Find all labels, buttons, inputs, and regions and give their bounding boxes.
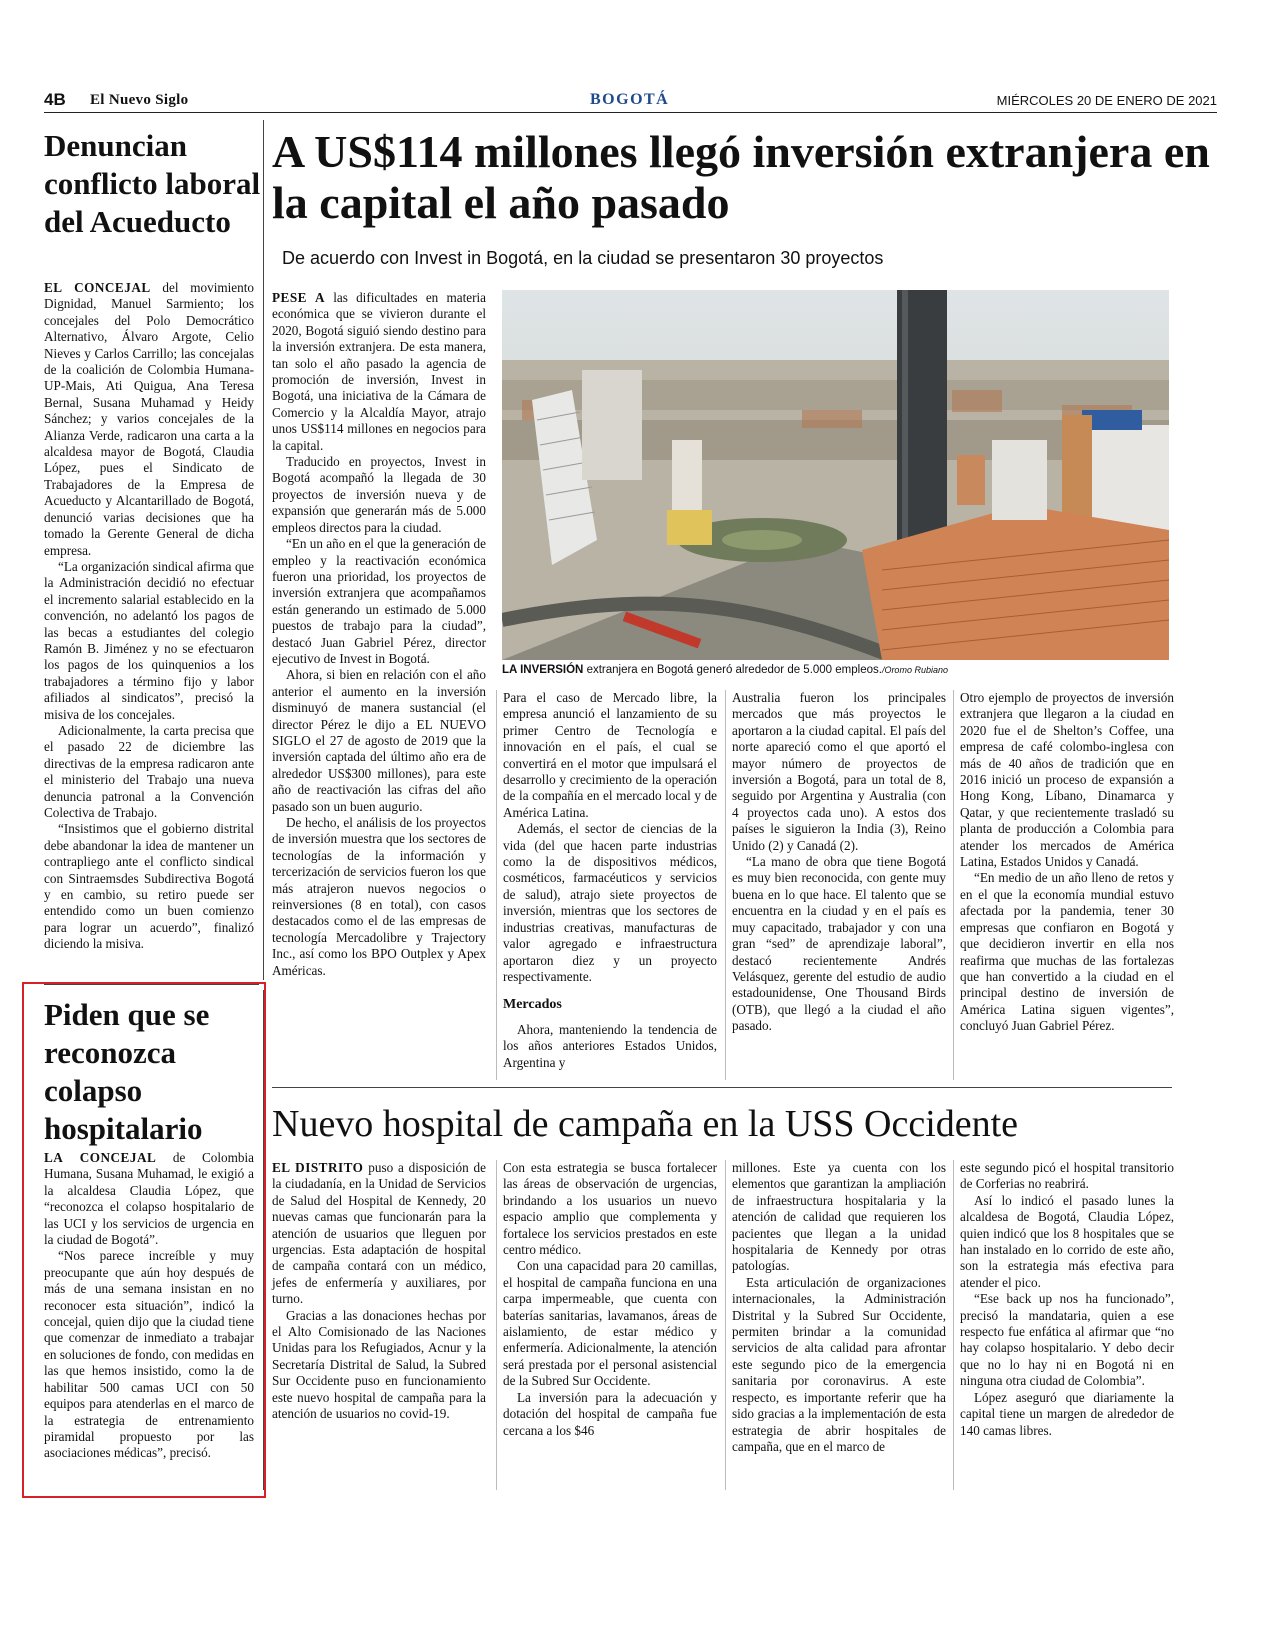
paragraph: este segundo picó el hospital transitorio de Corferias no reabrirá. <box>960 1160 1174 1192</box>
column-divider <box>263 120 264 980</box>
paragraph: Para el caso de Mercado libre, la empresa anunció el lanzamiento de su primer Centro de Tecnología e innovación en el país, el cual se convertirá en el motor que impulsará el desarrollo y crecimiento de la operación de la compañía en el mercado local y de América Latina. <box>503 690 717 820</box>
paragraph: López aseguró que diariamente la capital tiene un margen de alrededor de 140 camas libres. <box>960 1389 1174 1438</box>
column-divider <box>953 690 954 1080</box>
newspaper-name: El Nuevo Siglo <box>90 92 189 108</box>
hospital-headline: Nuevo hospital de campaña en la USS Occidente <box>272 1103 1019 1145</box>
column-divider <box>725 690 726 1080</box>
paragraph: del movimiento Dignidad, Manuel Sarmiento; los concejales del Polo Democrático Alternativo, Álvaro Argote, Celio Nieves y Carlos Carrillo; las concejalas de la coalición de Colombia Humana-UP-Mais, Ati Quigua, Ana Teresa Bernal, Susana Muhamad y Heidy Sánchez; y varios concejales de la Alianza Verde, radicaron una carta a la alcaldesa mayor de Bogotá, Claudia López, pues el Sindicato de Trabajadores de la Empresa de Acueducto y Alcantarillado de Bogotá, denunció varias decisiones que ha tomado la Gerente General de dicha empresa. <box>44 280 254 558</box>
lead-in: PESE A <box>272 290 325 305</box>
column-divider <box>496 1160 497 1490</box>
paragraph: “En medio de un año lleno de retos y en el que la economía mundial estuvo afectada por la pandemia, tener 30 empresas que confiaron en Bogotá y que decidieron invertir en ella nos reafirma que muchas de las fortalezas que han convertido a la ciudad en el principal destino de inversión de América Latina siguen vigentes”, concluyó Juan Gabriel Pérez. <box>960 870 1174 1034</box>
city-photo <box>502 290 1169 660</box>
main-article-col-1 <box>272 290 486 979</box>
paragraph: “En un año en el que la generación de empleo y la reactivación económica fueron una prioridad, los proyectos de inversión extranjera que acompañamos están generando un estimado de 5.000 puestos de trabajo para la ciudad”, destacó Juan Gabriel Pérez, director ejecutivo de Invest in Bogotá. <box>272 536 486 666</box>
paragraph: “Nos parece increíble y muy preocupante que aún hoy después de más de una semana insistan en no reconocer esta situación”, indicó la concejal, quien dijo que la ciudad tiene que comenzar de inmediato a trabajar en soluciones de fondo, con medidas en las que hemos insistido, como la de habilitar 500 camas UCI con 50 equipos para atenderlas en el marco de la estrategia de entrenamiento piramidal propuesto por las asociaciones médicas”, precisó. <box>44 1248 254 1461</box>
main-deck: De acuerdo con Invest in Bogotá, en la ciudad se presentaron 30 proyectos <box>282 248 884 268</box>
paragraph: Otro ejemplo de proyectos de inversión extranjera que llegaron a la ciudad en 2020 fue el de Shelton’s Coffee, una empresa de café colombo-inglesa con más de 40 años de tradición que en 2016 inició un proceso de expansión a Hong Kong, Líbano, Dinamarca y Qatar, y que recientemente trasladó su planta de producción a Colombia para atender los mercados de América Latina, Estados Unidos y Canadá. <box>960 690 1174 870</box>
paragraph: “Ese back up nos ha funcionado”, precisó la mandataria, quien a ese respecto fue enfática al afirmar que “no hay colapso hospitalario. Y debo decir que no lo hay ni en Bogotá ni en ninguna otra ciudad de Colombia”. <box>960 1291 1174 1389</box>
paragraph: Gracias a las donaciones hechas por el Alto Comisionado de las Naciones Unidas para los Refugiados, Acnur y la Secretaría Distrital de Salud, la Subred Sur Occidente puso en funcionamiento este nuevo hospital de campaña para la atención de usuarios no covid-19. <box>272 1307 486 1422</box>
paragraph: de Colombia Humana, Susana Muhamad, le exigió a la alcaldesa Claudia López, que “reconozca el colapso hospitalario de las UCI y los servicios de urgencia en la ciudad de Bogotá”. <box>44 1150 254 1248</box>
paragraph: “La organización sindical afirma que la Administración decidió no efectuar el incremento salarial establecido en la convención, no adelantó los pagos de las becas a estudiantes del colegio Ramón B. Jiménez y no se efectuaron los pagos de los quinquenios a los trabajadores a término fijo y labor afiliados al sindicatos”, precisó la misiva de los concejales. <box>44 558 254 722</box>
main-article-col-4 <box>960 690 1174 1035</box>
page-number: 4B <box>44 90 66 109</box>
paragraph: Esta articulación de organizaciones internacionales, la Administración Distrital y la Subred Sur Occidente, permiten brindar a la comunidad servicios de alta calidad para afrontar este segundo pico de la emergencia sanitaria por coronavirus. A este respecto, es importante referir que ha sido gracias a la implementación de esta estrategia de abrir hospitales de campaña, que en el marco de <box>732 1274 946 1454</box>
paragraph: La inversión para la adecuación y dotación del hospital de campaña fue cercana a los $46 <box>503 1389 717 1438</box>
paragraph: Australia fueron los principales mercados que más proyectos le aportaron a la ciudad capital. El país del norte apareció como el que aportó el mayor número de proyectos de inversión a Bogotá, para un total de 8, seguido por Argentina y Australia (con 4 proyectos cada uno). A estos dos países le siguieron la India (3), Reino Unido (2) y Canadá (2). <box>732 690 946 853</box>
paragraph: puso a disposición de la ciudadanía, en la Unidad de Servicios de Salud del Hospital de Kennedy, 20 nuevas camas que funcionarán para la atención de usuarios que lleguen por urgencias. Esta adaptación de hospital de campaña contará con un médico, jefes de enfermería y auxiliares, por turno. <box>272 1160 487 1307</box>
hospital-article-col-4 <box>960 1160 1174 1439</box>
main-headline: A US$114 millones llegó inversión extranjera en la capital el año pasado <box>272 126 1210 228</box>
lead-in: EL DISTRITO <box>272 1160 364 1175</box>
subheading: Mercados <box>503 997 562 1013</box>
paragraph: Adicionalmente, la carta precisa que el pasado 22 de diciembre las directivas de la empresa radicaron ante el ministerio del Trabajo una nueva denuncia patronal a la Convención Colectiva de Trabajo. <box>44 722 254 820</box>
bogota-skyline-image <box>502 290 1169 660</box>
photo-credit: /Oromo Rubiano <box>881 665 948 675</box>
header-rule <box>44 112 1217 113</box>
paragraph: “La mano de obra que tiene Bogotá es muy bien reconocida, con gente muy buena en lo que hace. El talento que se encuentra en la ciudad y en el país es muy capacitado, trabajador y con una gran “sed” de aprendizaje laboral”, destacó recientemente Andrés Velásquez, gerente del estudio de audio estadounidense, One Thousand Birds (OTB), que llegó a la ciudad el año pasado. <box>732 854 946 1034</box>
paragraph: Ahora, si bien en relación con el año anterior el aumento en la inversión disminuyó de manera sustancial (el director Pérez le dijo a EL NUEVO SIGLO el 27 de agosto de 2019 que la inversión captada del último año era de alrededor US$300 millones), para este año de reactivación las cifras del año pasado son un buen augurio. <box>272 667 486 814</box>
lead-in: LA CONCEJAL <box>44 1150 157 1165</box>
side-article-1-headline: Denuncian conflicto laboral del Acueducto <box>44 128 261 239</box>
paragraph: “Insistimos que el gobierno distrital debe abandonar la idea de mantener un contrapliego ante el conflicto sindical con Sintraemsdes Subdirectiva Bogotá y en cambio, su retiro puede ser entendido como un buen comienzo para lograr un acuerdo”, finalizó diciendo la misiva. <box>44 821 254 952</box>
paragraph: Así lo indicó el pasado lunes la alcaldesa de Bogotá, Claudia López, quien indicó que los 8 hospitales que se han instalado en lo corrido de este año, son la estrategia más efectiva para atender el pico. <box>960 1192 1174 1290</box>
hospital-article-col-3 <box>732 1160 946 1455</box>
caption-lead: LA INVERSIÓN <box>502 664 584 676</box>
column-divider <box>496 690 497 1080</box>
side-article-1-body <box>44 280 254 953</box>
caption-text: extranjera en Bogotá generó alrededor de 5.000 empleos. <box>586 664 882 676</box>
side-article-2-headline: Piden que se reconozca colapso hospitalario <box>44 997 210 1146</box>
photo-caption <box>502 664 1182 676</box>
side-article-2-body <box>44 1150 254 1462</box>
paragraph: Traducido en proyectos, Invest in Bogotá acompañó la llegada de 30 proyectos de inversión nueva y de expansión que generarán más de 5.000 empleos directos para la ciudad. <box>272 454 486 535</box>
column-divider <box>725 1160 726 1490</box>
paragraph: De hecho, el análisis de los proyectos de inversión muestra que los sectores de tecnologías de la información y tercerización de servicios fueron los que más atrajeron nuevos negocios o reinversiones (8 en total), con casos destacados como el de las empresas de tecnología Mercadolibre y Trajectory Inc., así como los BPO Outplex y Apex Américas. <box>272 815 486 978</box>
paragraph: Con una capacidad para 20 camillas, el hospital de campaña funciona en una carpa impermeable, que cuenta con baterías sanitarias, lavamanos, áreas de aislamiento, de estar médico y enfermería. Adicionalmente, la atención será prestada por el personal asistencial de la Subred Sur Occidente. <box>503 1258 717 1389</box>
main-article-col-3 <box>732 690 946 1035</box>
issue-date: MIÉRCOLES 20 DE ENERO DE 2021 <box>996 93 1217 108</box>
paragraph: Ahora, manteniendo la tendencia de los años anteriores Estados Unidos, Argentina y <box>503 1021 717 1070</box>
hospital-article-col-1 <box>272 1160 486 1423</box>
paragraph: Con esta estrategia se busca fortalecer las áreas de observación de urgencias, brindando a los usuarios un nuevo espacio amplio que complementa y fortalece los servicios prestados en este centro médico. <box>503 1160 717 1258</box>
main-article-col-2 <box>503 690 717 1071</box>
lead-in: EL CONCEJAL <box>44 280 151 295</box>
section-name: BOGOTÁ <box>590 91 670 108</box>
section-divider <box>272 1087 1172 1088</box>
paragraph: las dificultades en materia económica que se vivieron durante el 2020, Bogotá siguió siendo destino para la inversión extranjera. De esta manera, tan solo el año pasado la agencia de promoción de inversión, Invest in Bogotá, una iniciativa de la Cámara de Comercio y la Alcaldía Mayor, atrajo unos US$114 millones en negocios para la capital. <box>272 290 487 453</box>
paragraph: millones. Este ya cuenta con los elementos que garantizan la ampliación de infraestructura hospitalaria y la atención de calidad que requieren los pacientes que llegan a la unidad hospitalaria de Kennedy por otras patologías. <box>732 1160 946 1274</box>
hospital-article-col-2 <box>503 1160 717 1439</box>
paragraph: Además, el sector de ciencias de la vida (del que hacen parte industrias como la de dispositivos médicos, cosméticos, farmacéuticos y servicios de salud), atrajo siete proyectos de inversión, mientras que los sectores de industrias creativas, manufacturas de valor agregado e infraestructura aportaron diez y un proyecto respectivamente. <box>503 821 717 984</box>
column-divider <box>953 1160 954 1490</box>
